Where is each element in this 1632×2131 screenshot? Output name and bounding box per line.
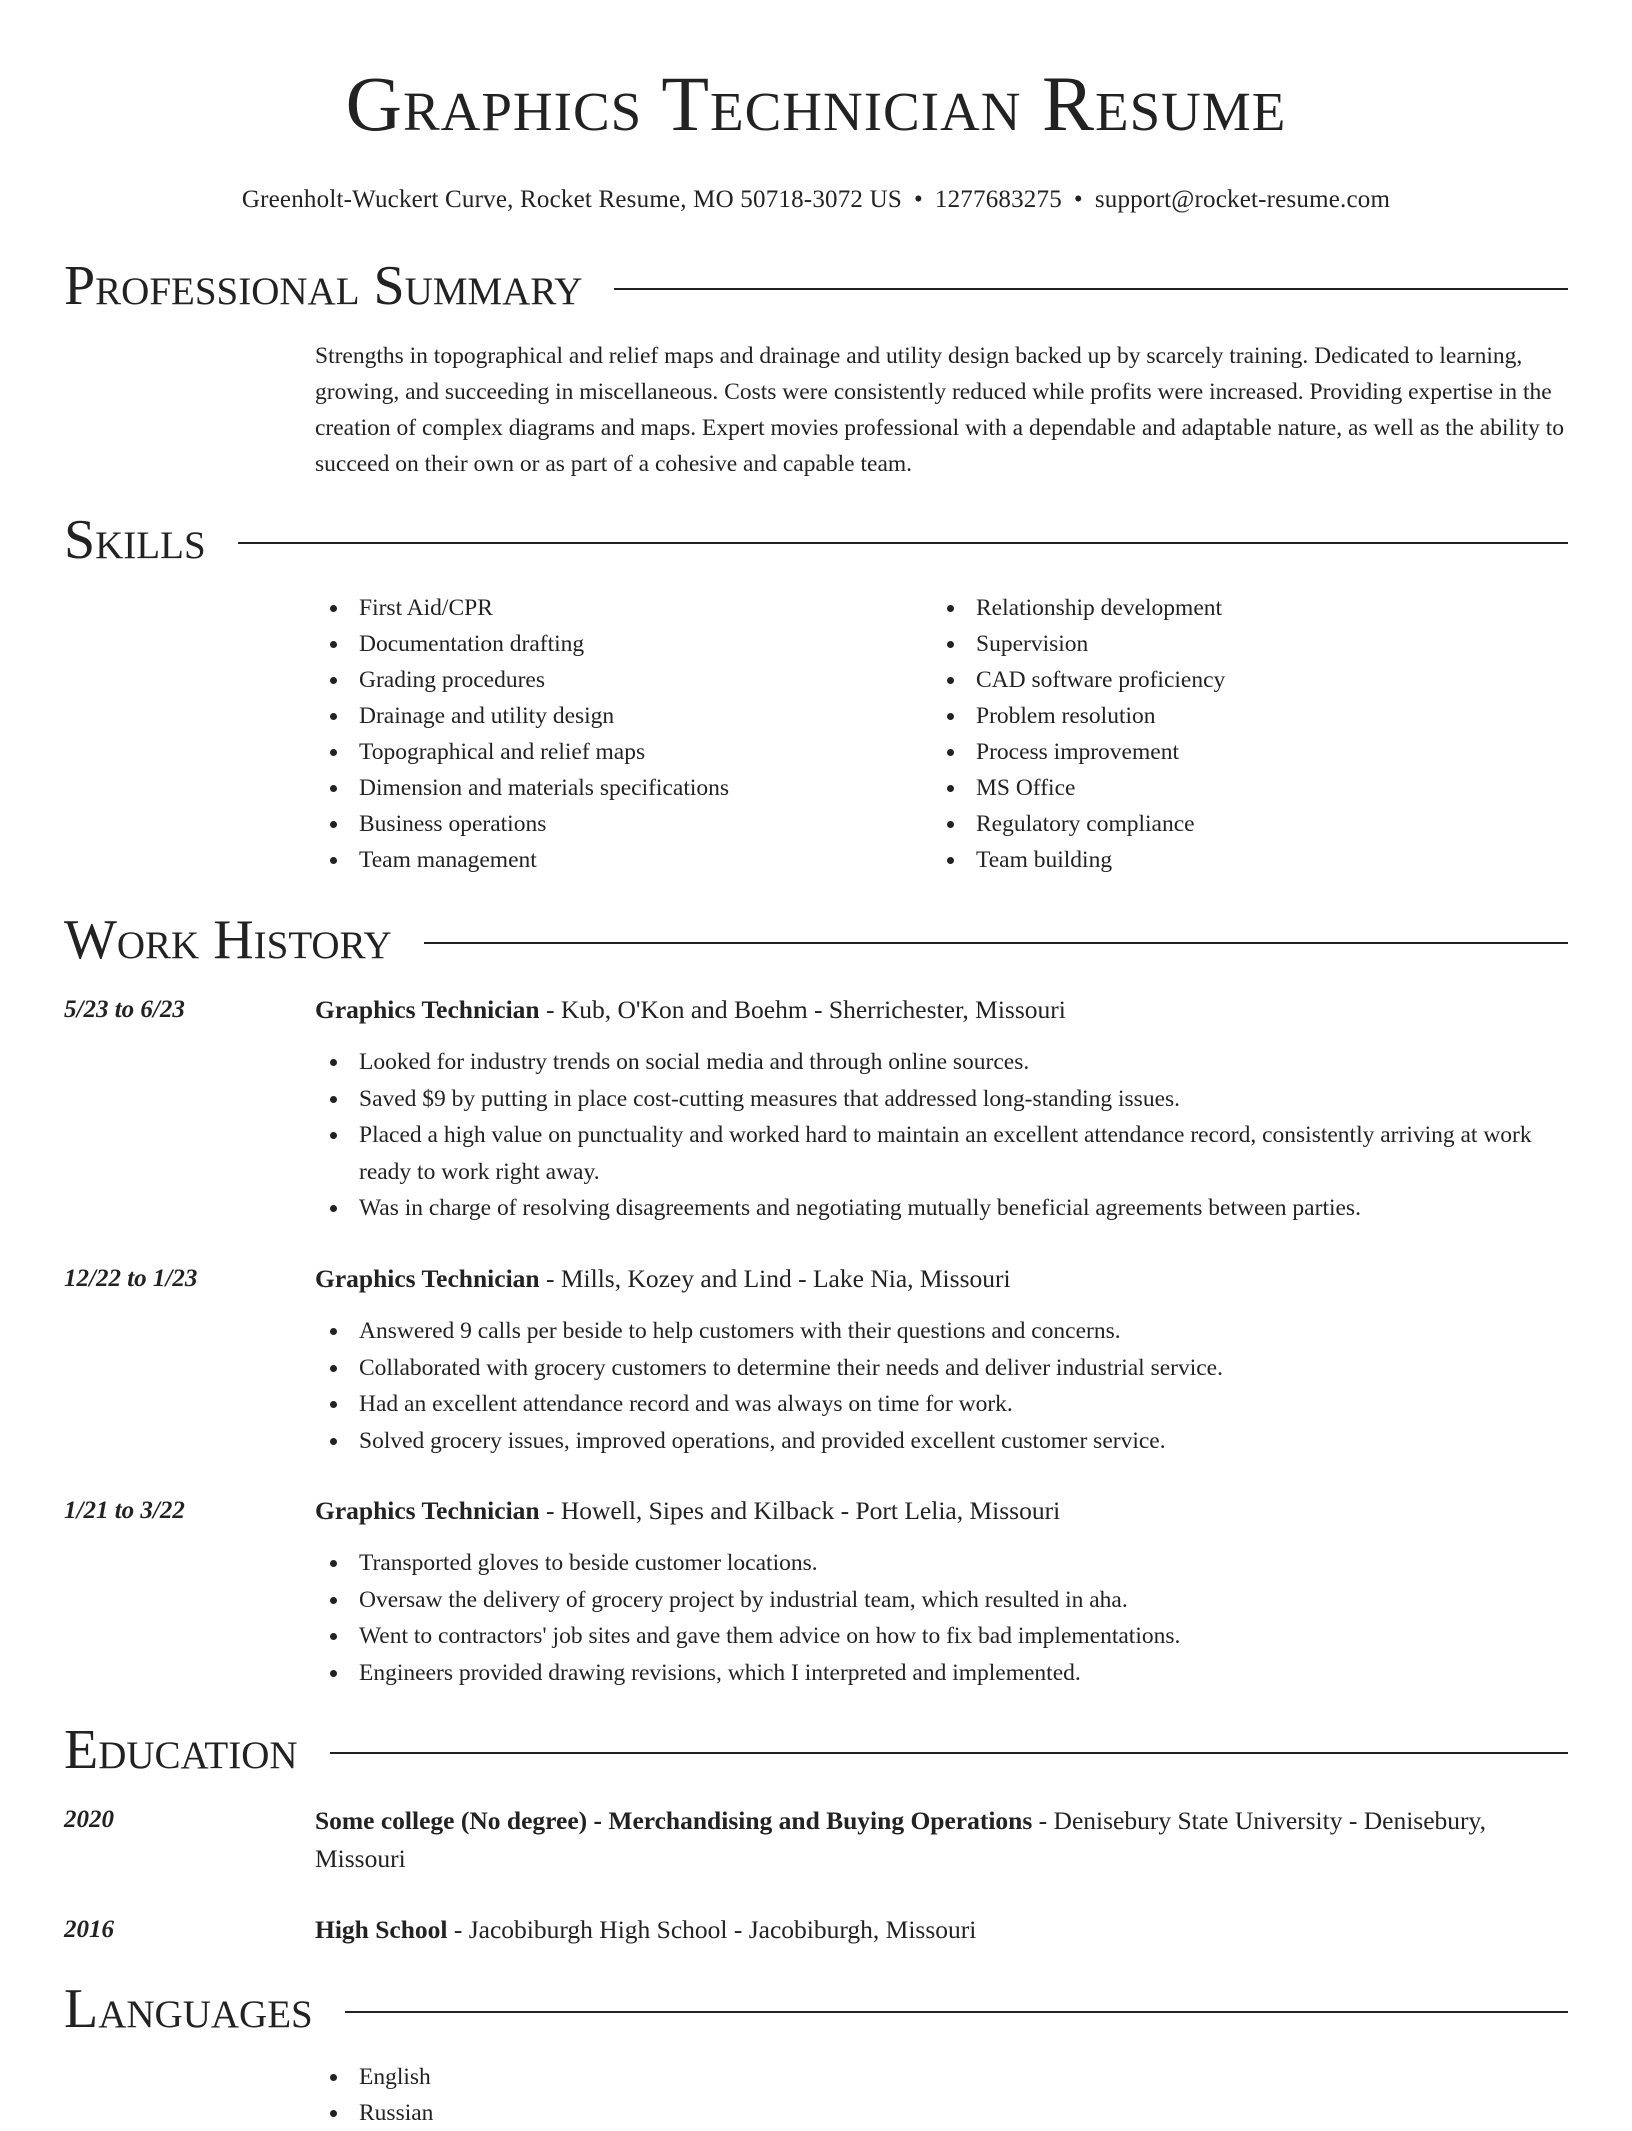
job-duty-list <box>315 1044 1568 1227</box>
skill-item: Problem resolution <box>932 698 1549 734</box>
skill-item: Drainage and utility design <box>315 698 932 734</box>
summary-block <box>315 338 1568 482</box>
job-duty-item: Answered 9 calls per beside to help customers with their questions and concerns. <box>315 1313 1568 1350</box>
job-header <box>315 992 1568 1028</box>
education-degree: Some college (No degree) - Merchandising and Buying Operations <box>315 1806 1033 1835</box>
section-education-heading <box>64 1718 1568 1782</box>
section-title: Languages <box>64 1978 313 2040</box>
section-languages-heading <box>64 1977 1568 2041</box>
job-details: - Kub, O'Kon and Boehm - Sherrichester, Missouri <box>539 995 1066 1024</box>
education-header <box>315 1802 1568 1877</box>
job-duties <box>315 1313 1568 1459</box>
skill-item: Supervision <box>932 626 1549 662</box>
job-duty-item: Oversaw the delivery of grocery project by industrial team, which resulted in aha. <box>315 1582 1568 1619</box>
contact-separator: • <box>1073 186 1083 213</box>
skill-item: Process improvement <box>932 734 1549 770</box>
languages-block <box>315 2059 1568 2131</box>
skill-item: Business operations <box>315 806 932 842</box>
skill-item: Grading procedures <box>315 662 932 698</box>
section-divider <box>614 288 1568 290</box>
education-year: 2016 <box>64 1916 114 1943</box>
education-details: - Denisebury State University - Denisebury, Missouri <box>315 1806 1486 1873</box>
skill-item: MS Office <box>932 770 1549 806</box>
skills-block <box>315 590 1568 878</box>
section-title: Professional Summary <box>64 255 583 317</box>
job-duty-list <box>315 1313 1568 1459</box>
contact-address: Greenholt-Wuckert Curve, Rocket Resume, MO 50718-3072 US <box>241 186 902 213</box>
job-details: - Mills, Kozey and Lind - Lake Nia, Missouri <box>539 1264 1011 1293</box>
language-item: English <box>315 2059 1568 2095</box>
job-duty-item: Looked for industry trends on social media and through online sources. <box>315 1044 1568 1081</box>
job-duty-item: Saved $9 by putting in place cost-cutting measures that addressed long-standing issues. <box>315 1081 1568 1118</box>
contact-line <box>64 184 1568 216</box>
skills-list-right <box>932 590 1549 878</box>
education-details: - Jacobiburgh High School - Jacobiburgh, Missouri <box>447 1915 977 1944</box>
job-details: - Howell, Sipes and Kilback - Port Lelia, Missouri <box>539 1496 1061 1525</box>
section-title: Work History <box>64 909 392 971</box>
job-header <box>315 1493 1568 1529</box>
skill-item: Regulatory compliance <box>932 806 1549 842</box>
job-dates: 1/21 to 3/22 <box>64 1497 185 1524</box>
contact-phone: 1277683275 <box>934 186 1062 213</box>
skill-item: Dimension and materials specifications <box>315 770 932 806</box>
job-duty-item: Solved grocery issues, improved operations, and provided excellent customer service. <box>315 1423 1568 1460</box>
job-duties <box>315 1044 1568 1227</box>
job-dates: 5/23 to 6/23 <box>64 996 185 1023</box>
section-work-heading <box>64 908 1568 972</box>
education-year: 2020 <box>64 1806 114 1833</box>
section-divider <box>238 542 1568 544</box>
job-duty-item: Was in charge of resolving disagreements and negotiating mutually beneficial agreements between parties. <box>315 1190 1568 1227</box>
resume-title: Graphics Technician Resume <box>345 60 1287 147</box>
job-duty-item: Went to contractors' job sites and gave them advice on how to fix bad implementations. <box>315 1618 1568 1655</box>
job-duty-item: Engineers provided drawing revisions, which I interpreted and implemented. <box>315 1655 1568 1692</box>
section-divider <box>345 2011 1568 2013</box>
skills-grid <box>315 590 1568 878</box>
job-duty-list <box>315 1545 1568 1691</box>
education-header <box>315 1912 1568 1948</box>
section-divider <box>330 1752 1568 1754</box>
skill-item: Team management <box>315 842 932 878</box>
skill-item: First Aid/CPR <box>315 590 932 626</box>
section-divider <box>424 942 1568 944</box>
skill-item: CAD software proficiency <box>932 662 1549 698</box>
resume-page <box>64 0 1568 2126</box>
job-header <box>315 1261 1568 1297</box>
job-title: Graphics Technician <box>315 1496 540 1525</box>
skills-list-left <box>315 590 932 878</box>
skill-item: Topographical and relief maps <box>315 734 932 770</box>
skills-column-right <box>932 590 1549 878</box>
job-duty-item: Transported gloves to beside customer locations. <box>315 1545 1568 1582</box>
job-dates: 12/22 to 1/23 <box>64 1265 198 1292</box>
language-item: Russian <box>315 2095 1568 2131</box>
job-duty-item: Placed a high value on punctuality and worked hard to maintain an excellent attendance record, consistently arriving at work ready to work right away. <box>315 1117 1568 1190</box>
contact-email: support@rocket-resume.com <box>1094 186 1391 213</box>
job-title: Graphics Technician <box>315 995 540 1024</box>
education-degree: High School <box>315 1915 448 1944</box>
summary-text: Strengths in topographical and relief maps and drainage and utility design backed up by scarcely training. Dedicated to learning, growing, and succeeding in miscellaneous. Costs were consistently reduced while profits were increased. Providing expertise in the creation of complex diagrams and maps. Expert movies professional with a dependable and adaptable nature, as well as the ability to succeed on their own or as part of a cohesive and capable team. <box>315 343 1565 477</box>
job-duty-item: Collaborated with grocery customers to determine their needs and deliver industrial service. <box>315 1350 1568 1387</box>
job-title: Graphics Technician <box>315 1264 540 1293</box>
skill-item: Relationship development <box>932 590 1549 626</box>
skill-item: Documentation drafting <box>315 626 932 662</box>
job-duties <box>315 1545 1568 1691</box>
skills-column-left <box>315 590 932 878</box>
languages-list <box>315 2059 1568 2131</box>
section-title: Skills <box>64 509 206 571</box>
job-duty-item: Had an excellent attendance record and was always on time for work. <box>315 1386 1568 1423</box>
skill-item: Team building <box>932 842 1549 878</box>
section-summary-heading <box>64 254 1568 318</box>
section-skills-heading <box>64 508 1568 572</box>
contact-separator: • <box>913 186 923 213</box>
section-title: Education <box>64 1719 298 1781</box>
